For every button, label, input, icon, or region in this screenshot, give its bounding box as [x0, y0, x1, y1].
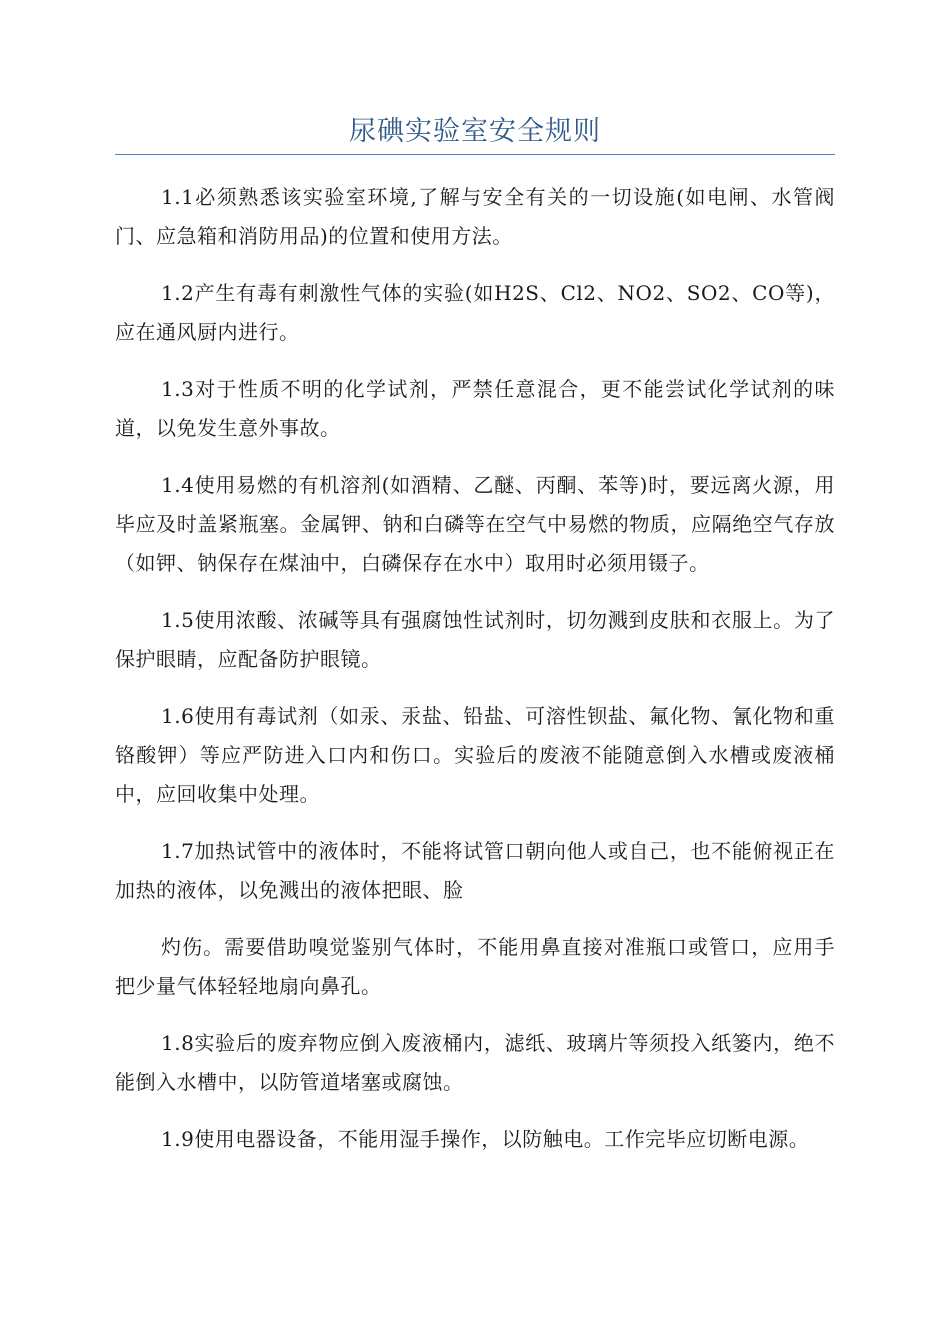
rule-paragraph-1-5: 1.5使用浓酸、浓碱等具有强腐蚀性试剂时，切勿溅到皮肤和衣服上。为了保护眼睛，应配备防护眼镜。 [115, 608, 835, 671]
rule-paragraph-1-1: 1.1必须熟悉该实验室环境,了解与安全有关的一切设施(如电闸、水管阀门、应急箱和消防用品)的位置和使用方法。 [115, 185, 835, 248]
document-body [115, 178, 835, 1177]
rule-paragraph-1-7: 1.7加热试管中的液体时，不能将试管口朝向他人或自己，也不能俯视正在加热的液体，以免溅出的液体把眼、脸 [115, 839, 835, 902]
rule-paragraph-1-9: 1.9使用电器设备，不能用湿手操作，以防触电。工作完毕应切断电源。 [161, 1127, 810, 1151]
rule-paragraph-1-8: 1.8实验后的废弃物应倒入废液桶内，滤纸、玻璃片等须投入纸篓内，绝不能倒入水槽中，以防管道堵塞或腐蚀。 [115, 1031, 835, 1094]
rule-paragraph-1-2: 1.2产生有毒有刺激性气体的实验(如H2S、Cl2、NO2、SO2、CO等)，应在通风厨内进行。 [115, 281, 835, 344]
rule-paragraph-1-7-continued: 灼伤。需要借助嗅觉鉴别气体时，不能用鼻直接对准瓶口或管口，应用手把少量气体轻轻地扇向鼻孔。 [115, 935, 835, 998]
rule-paragraph-1-3: 1.3对于性质不明的化学试剂，严禁任意混合，更不能尝试化学试剂的味道，以免发生意外事故。 [115, 377, 835, 440]
rule-paragraph-1-4: 1.4使用易燃的有机溶剂(如酒精、乙醚、丙酮、苯等)时，要远离火源，用毕应及时盖紧瓶塞。金属钾、钠和白磷等在空气中易燃的物质，应隔绝空气存放（如钾、钠保存在煤油中，白磷保存在水中）取用时必须用镊子。 [115, 473, 835, 575]
document-title: 尿碘实验室安全规则 [349, 116, 601, 147]
title-underline [115, 154, 835, 155]
rule-paragraph-1-6: 1.6使用有毒试剂（如汞、汞盐、铅盐、可溶性钡盐、氟化物、氰化物和重铬酸钾）等应严防进入口内和伤口。实验后的废液不能随意倒入水槽或废液桶中，应回收集中处理。 [115, 704, 835, 806]
